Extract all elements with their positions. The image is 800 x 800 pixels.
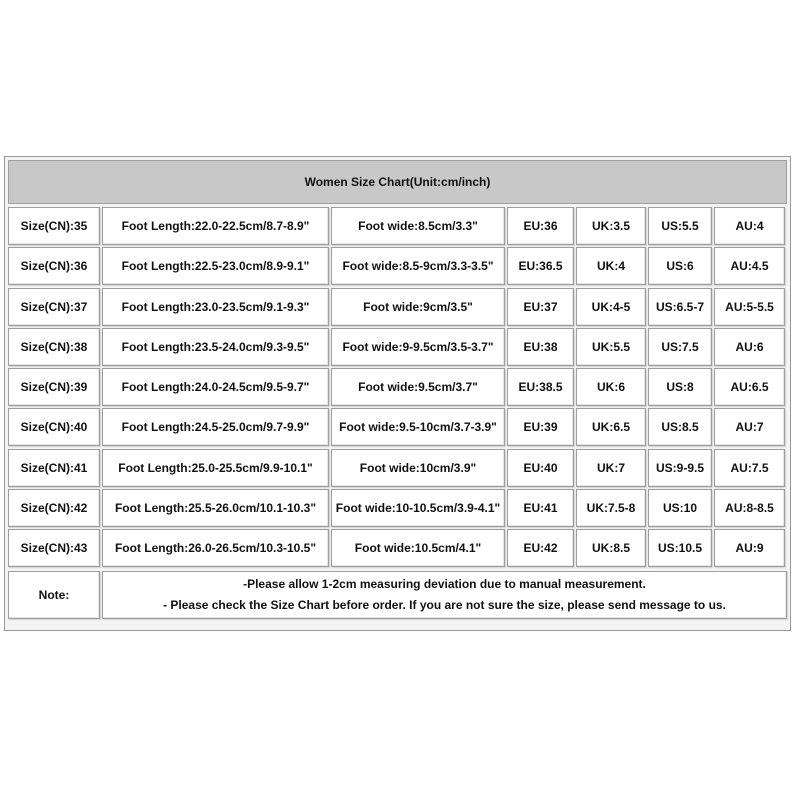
- us-size-cell: US:5.5: [648, 207, 712, 245]
- au-size-cell: AU:9: [714, 529, 785, 567]
- eu-size-cell: EU:37: [507, 288, 574, 326]
- uk-size-cell: UK:3.5: [576, 207, 646, 245]
- au-size-cell: AU:7: [714, 408, 785, 446]
- uk-size-cell: UK:7: [576, 449, 646, 487]
- table-row: [8, 489, 789, 529]
- foot-length-cell: Foot Length:23.0-23.5cm/9.1-9.3": [102, 288, 329, 326]
- foot-length-cell: Foot Length:24.0-24.5cm/9.5-9.7": [102, 368, 329, 406]
- note-row: [8, 571, 789, 621]
- eu-size-cell: EU:38: [507, 328, 574, 366]
- table-row: [8, 449, 789, 489]
- foot-width-cell: Foot wide:9.5cm/3.7": [331, 368, 505, 406]
- us-size-cell: US:8.5: [648, 408, 712, 446]
- size-cn-cell: Size(CN):37: [8, 288, 100, 326]
- eu-size-cell: EU:42: [507, 529, 574, 567]
- size-cn-cell: Size(CN):35: [8, 207, 100, 245]
- foot-width-cell: Foot wide:10-10.5cm/3.9-4.1": [331, 489, 505, 527]
- uk-size-cell: UK:5.5: [576, 328, 646, 366]
- foot-width-cell: Foot wide:10.5cm/4.1": [331, 529, 505, 567]
- size-cn-cell: Size(CN):43: [8, 529, 100, 567]
- note-text: [102, 571, 787, 619]
- au-size-cell: AU:6: [714, 328, 785, 366]
- us-size-cell: US:7.5: [648, 328, 712, 366]
- table-row: [8, 368, 789, 408]
- eu-size-cell: EU:38.5: [507, 368, 574, 406]
- table-row: [8, 408, 789, 448]
- foot-width-cell: Foot wide:8.5-9cm/3.3-3.5": [331, 247, 505, 285]
- uk-size-cell: UK:4-5: [576, 288, 646, 326]
- foot-length-cell: Foot Length:25.0-25.5cm/9.9-10.1": [102, 449, 329, 487]
- foot-length-cell: Foot Length:25.5-26.0cm/10.1-10.3": [102, 489, 329, 527]
- foot-length-cell: Foot Length:23.5-24.0cm/9.3-9.5": [102, 328, 329, 366]
- foot-width-cell: Foot wide:8.5cm/3.3": [331, 207, 505, 245]
- size-cn-cell: Size(CN):39: [8, 368, 100, 406]
- size-cn-cell: Size(CN):41: [8, 449, 100, 487]
- size-table: [8, 207, 789, 621]
- us-size-cell: US:9-9.5: [648, 449, 712, 487]
- size-chart: [4, 156, 791, 631]
- size-cn-cell: Size(CN):40: [8, 408, 100, 446]
- eu-size-cell: EU:36: [507, 207, 574, 245]
- table-row: [8, 529, 789, 569]
- foot-length-cell: Foot Length:24.5-25.0cm/9.7-9.9": [102, 408, 329, 446]
- uk-size-cell: UK:4: [576, 247, 646, 285]
- size-cn-cell: Size(CN):38: [8, 328, 100, 366]
- chart-title: Women Size Chart(Unit:cm/inch): [8, 160, 787, 204]
- foot-width-cell: Foot wide:9cm/3.5": [331, 288, 505, 326]
- us-size-cell: US:6.5-7: [648, 288, 712, 326]
- table-row: [8, 328, 789, 368]
- size-cn-cell: Size(CN):42: [8, 489, 100, 527]
- au-size-cell: AU:4: [714, 207, 785, 245]
- foot-width-cell: Foot wide:10cm/3.9": [331, 449, 505, 487]
- uk-size-cell: UK:6.5: [576, 408, 646, 446]
- uk-size-cell: UK:6: [576, 368, 646, 406]
- table-row: [8, 288, 789, 328]
- au-size-cell: AU:8-8.5: [714, 489, 785, 527]
- eu-size-cell: EU:36.5: [507, 247, 574, 285]
- table-row: [8, 247, 789, 287]
- us-size-cell: US:6: [648, 247, 712, 285]
- foot-width-cell: Foot wide:9.5-10cm/3.7-3.9": [331, 408, 505, 446]
- foot-length-cell: Foot Length:26.0-26.5cm/10.3-10.5": [102, 529, 329, 567]
- uk-size-cell: UK:8.5: [576, 529, 646, 567]
- au-size-cell: AU:5-5.5: [714, 288, 785, 326]
- note-line1: -Please allow 1-2cm measuring deviation due to manual measurement.: [243, 577, 646, 592]
- us-size-cell: US:10.5: [648, 529, 712, 567]
- foot-length-cell: Foot Length:22.0-22.5cm/8.7-8.9": [102, 207, 329, 245]
- au-size-cell: AU:4.5: [714, 247, 785, 285]
- table-row: [8, 207, 789, 247]
- au-size-cell: AU:6.5: [714, 368, 785, 406]
- eu-size-cell: EU:39: [507, 408, 574, 446]
- us-size-cell: US:10: [648, 489, 712, 527]
- foot-width-cell: Foot wide:9-9.5cm/3.5-3.7": [331, 328, 505, 366]
- note-label: Note:: [8, 571, 100, 619]
- foot-length-cell: Foot Length:22.5-23.0cm/8.9-9.1": [102, 247, 329, 285]
- size-cn-cell: Size(CN):36: [8, 247, 100, 285]
- note-line2: - Please check the Size Chart before order. If you are not sure the size, please send message to us.: [163, 598, 726, 613]
- eu-size-cell: EU:40: [507, 449, 574, 487]
- us-size-cell: US:8: [648, 368, 712, 406]
- uk-size-cell: UK:7.5-8: [576, 489, 646, 527]
- au-size-cell: AU:7.5: [714, 449, 785, 487]
- eu-size-cell: EU:41: [507, 489, 574, 527]
